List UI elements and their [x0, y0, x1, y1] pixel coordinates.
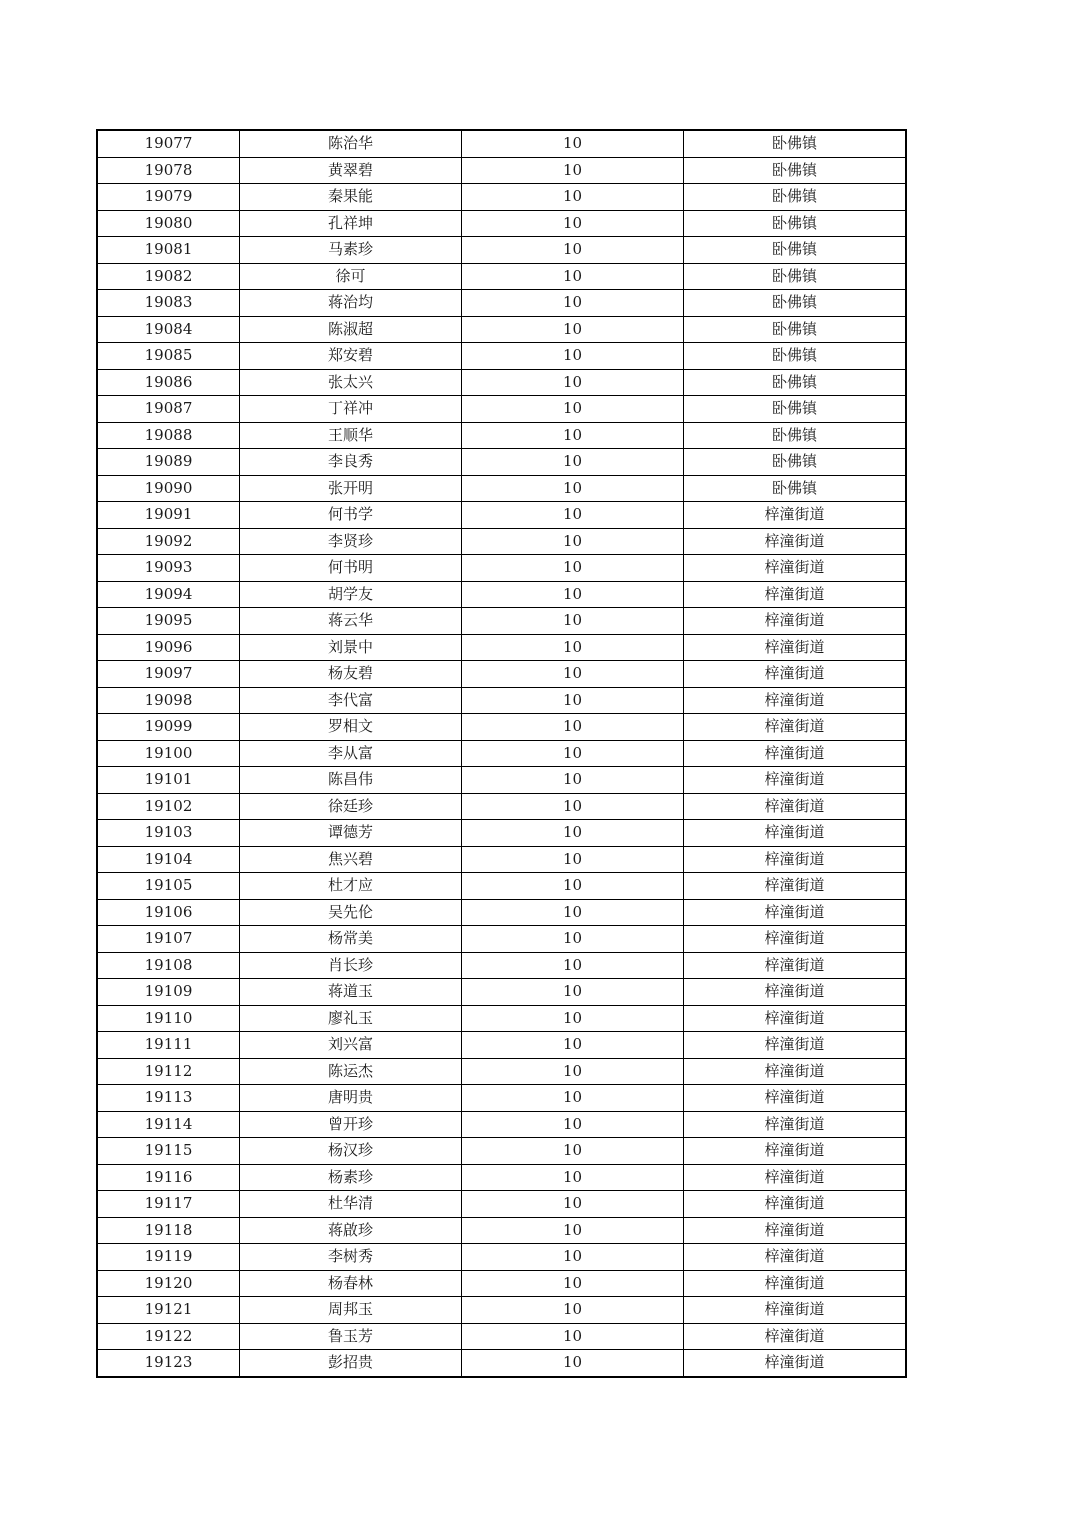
cell-id: 19110 — [97, 1005, 240, 1032]
cell-id: 19123 — [97, 1350, 240, 1377]
cell-id: 19120 — [97, 1270, 240, 1297]
cell-town: 梓潼街道 — [684, 1323, 907, 1350]
table-row — [97, 793, 906, 820]
cell-town: 梓潼街道 — [684, 979, 907, 1006]
cell-town: 梓潼街道 — [684, 1111, 907, 1138]
cell-amount: 10 — [462, 1191, 684, 1218]
table-row — [97, 502, 906, 529]
cell-town: 卧佛镇 — [684, 396, 907, 423]
cell-town: 梓潼街道 — [684, 714, 907, 741]
cell-town: 梓潼街道 — [684, 820, 907, 847]
cell-name: 何书学 — [240, 502, 462, 529]
cell-id: 19100 — [97, 740, 240, 767]
table-row — [97, 475, 906, 502]
cell-name: 马素珍 — [240, 237, 462, 264]
cell-town: 卧佛镇 — [684, 157, 907, 184]
table-row — [97, 873, 906, 900]
cell-name: 郑安碧 — [240, 343, 462, 370]
cell-town: 梓潼街道 — [684, 1217, 907, 1244]
cell-amount: 10 — [462, 1138, 684, 1165]
cell-id: 19122 — [97, 1323, 240, 1350]
cell-town: 梓潼街道 — [684, 1005, 907, 1032]
cell-name: 唐明贵 — [240, 1085, 462, 1112]
table-row — [97, 1005, 906, 1032]
cell-town: 卧佛镇 — [684, 237, 907, 264]
cell-town: 梓潼街道 — [684, 1270, 907, 1297]
cell-amount: 10 — [462, 899, 684, 926]
cell-name: 鲁玉芳 — [240, 1323, 462, 1350]
table-row — [97, 263, 906, 290]
cell-amount: 10 — [462, 979, 684, 1006]
cell-id: 19090 — [97, 475, 240, 502]
table-row — [97, 899, 906, 926]
cell-id: 19087 — [97, 396, 240, 423]
cell-amount: 10 — [462, 422, 684, 449]
cell-id: 19097 — [97, 661, 240, 688]
cell-amount: 10 — [462, 1323, 684, 1350]
cell-name: 何书明 — [240, 555, 462, 582]
cell-amount: 10 — [462, 475, 684, 502]
cell-name: 李良秀 — [240, 449, 462, 476]
cell-name: 王顺华 — [240, 422, 462, 449]
cell-town: 梓潼街道 — [684, 1085, 907, 1112]
cell-town: 梓潼街道 — [684, 952, 907, 979]
cell-town: 梓潼街道 — [684, 873, 907, 900]
cell-town: 卧佛镇 — [684, 290, 907, 317]
cell-town: 梓潼街道 — [684, 581, 907, 608]
cell-name: 徐廷珍 — [240, 793, 462, 820]
cell-amount: 10 — [462, 210, 684, 237]
cell-town: 梓潼街道 — [684, 502, 907, 529]
cell-id: 19098 — [97, 687, 240, 714]
cell-name: 廖礼玉 — [240, 1005, 462, 1032]
cell-town: 梓潼街道 — [684, 1191, 907, 1218]
cell-id: 19078 — [97, 157, 240, 184]
cell-name: 蒋治均 — [240, 290, 462, 317]
cell-name: 刘兴富 — [240, 1032, 462, 1059]
table-row — [97, 422, 906, 449]
cell-amount: 10 — [462, 952, 684, 979]
cell-town: 梓潼街道 — [684, 1244, 907, 1271]
table-row — [97, 1138, 906, 1165]
table-row — [97, 1164, 906, 1191]
cell-amount: 10 — [462, 926, 684, 953]
cell-town: 梓潼街道 — [684, 1297, 907, 1324]
table-row — [97, 316, 906, 343]
data-table — [96, 129, 907, 1378]
table-row — [97, 1032, 906, 1059]
table-row — [97, 184, 906, 211]
table-row — [97, 1085, 906, 1112]
cell-amount: 10 — [462, 714, 684, 741]
cell-name: 杨常美 — [240, 926, 462, 953]
cell-name: 丁祥冲 — [240, 396, 462, 423]
cell-town: 梓潼街道 — [684, 687, 907, 714]
cell-id: 19108 — [97, 952, 240, 979]
cell-town: 梓潼街道 — [684, 555, 907, 582]
cell-id: 19101 — [97, 767, 240, 794]
cell-town: 卧佛镇 — [684, 316, 907, 343]
cell-id: 19089 — [97, 449, 240, 476]
cell-town: 梓潼街道 — [684, 1164, 907, 1191]
cell-name: 张开明 — [240, 475, 462, 502]
table-row — [97, 1244, 906, 1271]
cell-town: 梓潼街道 — [684, 767, 907, 794]
cell-id: 19115 — [97, 1138, 240, 1165]
cell-name: 蒋云华 — [240, 608, 462, 635]
cell-id: 19082 — [97, 263, 240, 290]
cell-town: 梓潼街道 — [684, 1058, 907, 1085]
cell-amount: 10 — [462, 687, 684, 714]
cell-town: 梓潼街道 — [684, 634, 907, 661]
table-row — [97, 1350, 906, 1377]
cell-town: 梓潼街道 — [684, 1350, 907, 1377]
table-row — [97, 157, 906, 184]
cell-amount: 10 — [462, 1058, 684, 1085]
table-row — [97, 369, 906, 396]
cell-id: 19111 — [97, 1032, 240, 1059]
table-row — [97, 952, 906, 979]
table-row — [97, 1058, 906, 1085]
table-row — [97, 661, 906, 688]
cell-town: 卧佛镇 — [684, 422, 907, 449]
cell-name: 陈治华 — [240, 130, 462, 157]
cell-id: 19121 — [97, 1297, 240, 1324]
cell-id: 19079 — [97, 184, 240, 211]
cell-id: 19077 — [97, 130, 240, 157]
cell-id: 19106 — [97, 899, 240, 926]
table-row — [97, 290, 906, 317]
cell-id: 19084 — [97, 316, 240, 343]
cell-id: 19102 — [97, 793, 240, 820]
cell-name: 杨汉珍 — [240, 1138, 462, 1165]
cell-amount: 10 — [462, 873, 684, 900]
cell-town: 卧佛镇 — [684, 475, 907, 502]
table-row — [97, 130, 906, 157]
cell-amount: 10 — [462, 1164, 684, 1191]
cell-id: 19088 — [97, 422, 240, 449]
cell-name: 蒋啟珍 — [240, 1217, 462, 1244]
table-row — [97, 581, 906, 608]
cell-name: 李代富 — [240, 687, 462, 714]
table-row — [97, 528, 906, 555]
cell-amount: 10 — [462, 316, 684, 343]
table-row — [97, 714, 906, 741]
cell-amount: 10 — [462, 290, 684, 317]
cell-amount: 10 — [462, 528, 684, 555]
cell-name: 李从富 — [240, 740, 462, 767]
cell-id: 19085 — [97, 343, 240, 370]
cell-name: 李贤珍 — [240, 528, 462, 555]
cell-id: 19103 — [97, 820, 240, 847]
cell-town: 梓潼街道 — [684, 661, 907, 688]
cell-name: 黄翠碧 — [240, 157, 462, 184]
table-row — [97, 634, 906, 661]
cell-amount: 10 — [462, 1270, 684, 1297]
cell-name: 徐可 — [240, 263, 462, 290]
cell-name: 陈昌伟 — [240, 767, 462, 794]
cell-amount: 10 — [462, 555, 684, 582]
cell-amount: 10 — [462, 1085, 684, 1112]
cell-amount: 10 — [462, 449, 684, 476]
cell-town: 卧佛镇 — [684, 184, 907, 211]
cell-name: 陈淑超 — [240, 316, 462, 343]
cell-name: 杨素珍 — [240, 1164, 462, 1191]
cell-id: 19091 — [97, 502, 240, 529]
cell-id: 19114 — [97, 1111, 240, 1138]
cell-town: 梓潼街道 — [684, 740, 907, 767]
cell-amount: 10 — [462, 1005, 684, 1032]
table-row — [97, 1217, 906, 1244]
table-row — [97, 555, 906, 582]
cell-amount: 10 — [462, 767, 684, 794]
cell-name: 秦果能 — [240, 184, 462, 211]
cell-amount: 10 — [462, 608, 684, 635]
cell-amount: 10 — [462, 661, 684, 688]
cell-id: 19107 — [97, 926, 240, 953]
cell-amount: 10 — [462, 263, 684, 290]
cell-name: 杨友碧 — [240, 661, 462, 688]
table-row — [97, 396, 906, 423]
cell-amount: 10 — [462, 846, 684, 873]
table-row — [97, 1297, 906, 1324]
cell-id: 19113 — [97, 1085, 240, 1112]
table-row — [97, 1111, 906, 1138]
cell-amount: 10 — [462, 740, 684, 767]
cell-id: 19099 — [97, 714, 240, 741]
cell-town: 卧佛镇 — [684, 263, 907, 290]
cell-name: 孔祥坤 — [240, 210, 462, 237]
cell-id: 19096 — [97, 634, 240, 661]
cell-id: 19117 — [97, 1191, 240, 1218]
table-row — [97, 979, 906, 1006]
table-row — [97, 687, 906, 714]
cell-id: 19109 — [97, 979, 240, 1006]
cell-amount: 10 — [462, 130, 684, 157]
cell-name: 李树秀 — [240, 1244, 462, 1271]
table-row — [97, 1270, 906, 1297]
cell-name: 杜华清 — [240, 1191, 462, 1218]
cell-name: 陈运杰 — [240, 1058, 462, 1085]
cell-amount: 10 — [462, 1111, 684, 1138]
table-row — [97, 846, 906, 873]
table-row — [97, 1191, 906, 1218]
cell-town: 梓潼街道 — [684, 899, 907, 926]
cell-town: 梓潼街道 — [684, 793, 907, 820]
cell-town: 卧佛镇 — [684, 343, 907, 370]
cell-id: 19094 — [97, 581, 240, 608]
table-row — [97, 449, 906, 476]
cell-id: 19080 — [97, 210, 240, 237]
cell-id: 19086 — [97, 369, 240, 396]
table-body — [97, 130, 906, 1377]
cell-id: 19104 — [97, 846, 240, 873]
cell-id: 19093 — [97, 555, 240, 582]
cell-name: 曾开珍 — [240, 1111, 462, 1138]
cell-id: 19092 — [97, 528, 240, 555]
table-row — [97, 343, 906, 370]
cell-id: 19083 — [97, 290, 240, 317]
cell-amount: 10 — [462, 581, 684, 608]
cell-town: 梓潼街道 — [684, 926, 907, 953]
cell-amount: 10 — [462, 1350, 684, 1377]
table-row — [97, 740, 906, 767]
cell-name: 吴先伦 — [240, 899, 462, 926]
cell-amount: 10 — [462, 1217, 684, 1244]
table-row — [97, 820, 906, 847]
cell-id: 19116 — [97, 1164, 240, 1191]
cell-name: 肖长珍 — [240, 952, 462, 979]
cell-id: 19095 — [97, 608, 240, 635]
cell-town: 梓潼街道 — [684, 1138, 907, 1165]
cell-name: 谭德芳 — [240, 820, 462, 847]
cell-name: 周邦玉 — [240, 1297, 462, 1324]
cell-town: 梓潼街道 — [684, 528, 907, 555]
cell-name: 杨春林 — [240, 1270, 462, 1297]
cell-id: 19105 — [97, 873, 240, 900]
cell-amount: 10 — [462, 1297, 684, 1324]
cell-amount: 10 — [462, 1032, 684, 1059]
cell-amount: 10 — [462, 1244, 684, 1271]
cell-amount: 10 — [462, 396, 684, 423]
cell-amount: 10 — [462, 237, 684, 264]
cell-town: 梓潼街道 — [684, 608, 907, 635]
cell-name: 罗相文 — [240, 714, 462, 741]
cell-town: 卧佛镇 — [684, 449, 907, 476]
table-row — [97, 926, 906, 953]
cell-id: 19119 — [97, 1244, 240, 1271]
cell-amount: 10 — [462, 820, 684, 847]
table-row — [97, 237, 906, 264]
cell-amount: 10 — [462, 157, 684, 184]
cell-name: 焦兴碧 — [240, 846, 462, 873]
table-row — [97, 1323, 906, 1350]
cell-amount: 10 — [462, 793, 684, 820]
table-row — [97, 608, 906, 635]
cell-name: 蒋道玉 — [240, 979, 462, 1006]
cell-id: 19081 — [97, 237, 240, 264]
cell-amount: 10 — [462, 184, 684, 211]
cell-town: 卧佛镇 — [684, 369, 907, 396]
cell-amount: 10 — [462, 634, 684, 661]
cell-amount: 10 — [462, 369, 684, 396]
cell-town: 卧佛镇 — [684, 130, 907, 157]
table-row — [97, 767, 906, 794]
cell-name: 张太兴 — [240, 369, 462, 396]
cell-name: 杜才应 — [240, 873, 462, 900]
cell-name: 胡学友 — [240, 581, 462, 608]
table-row — [97, 210, 906, 237]
cell-town: 梓潼街道 — [684, 1032, 907, 1059]
cell-name: 彭招贵 — [240, 1350, 462, 1377]
cell-amount: 10 — [462, 502, 684, 529]
cell-id: 19112 — [97, 1058, 240, 1085]
cell-amount: 10 — [462, 343, 684, 370]
cell-town: 梓潼街道 — [684, 846, 907, 873]
cell-town: 卧佛镇 — [684, 210, 907, 237]
cell-id: 19118 — [97, 1217, 240, 1244]
cell-name: 刘景中 — [240, 634, 462, 661]
